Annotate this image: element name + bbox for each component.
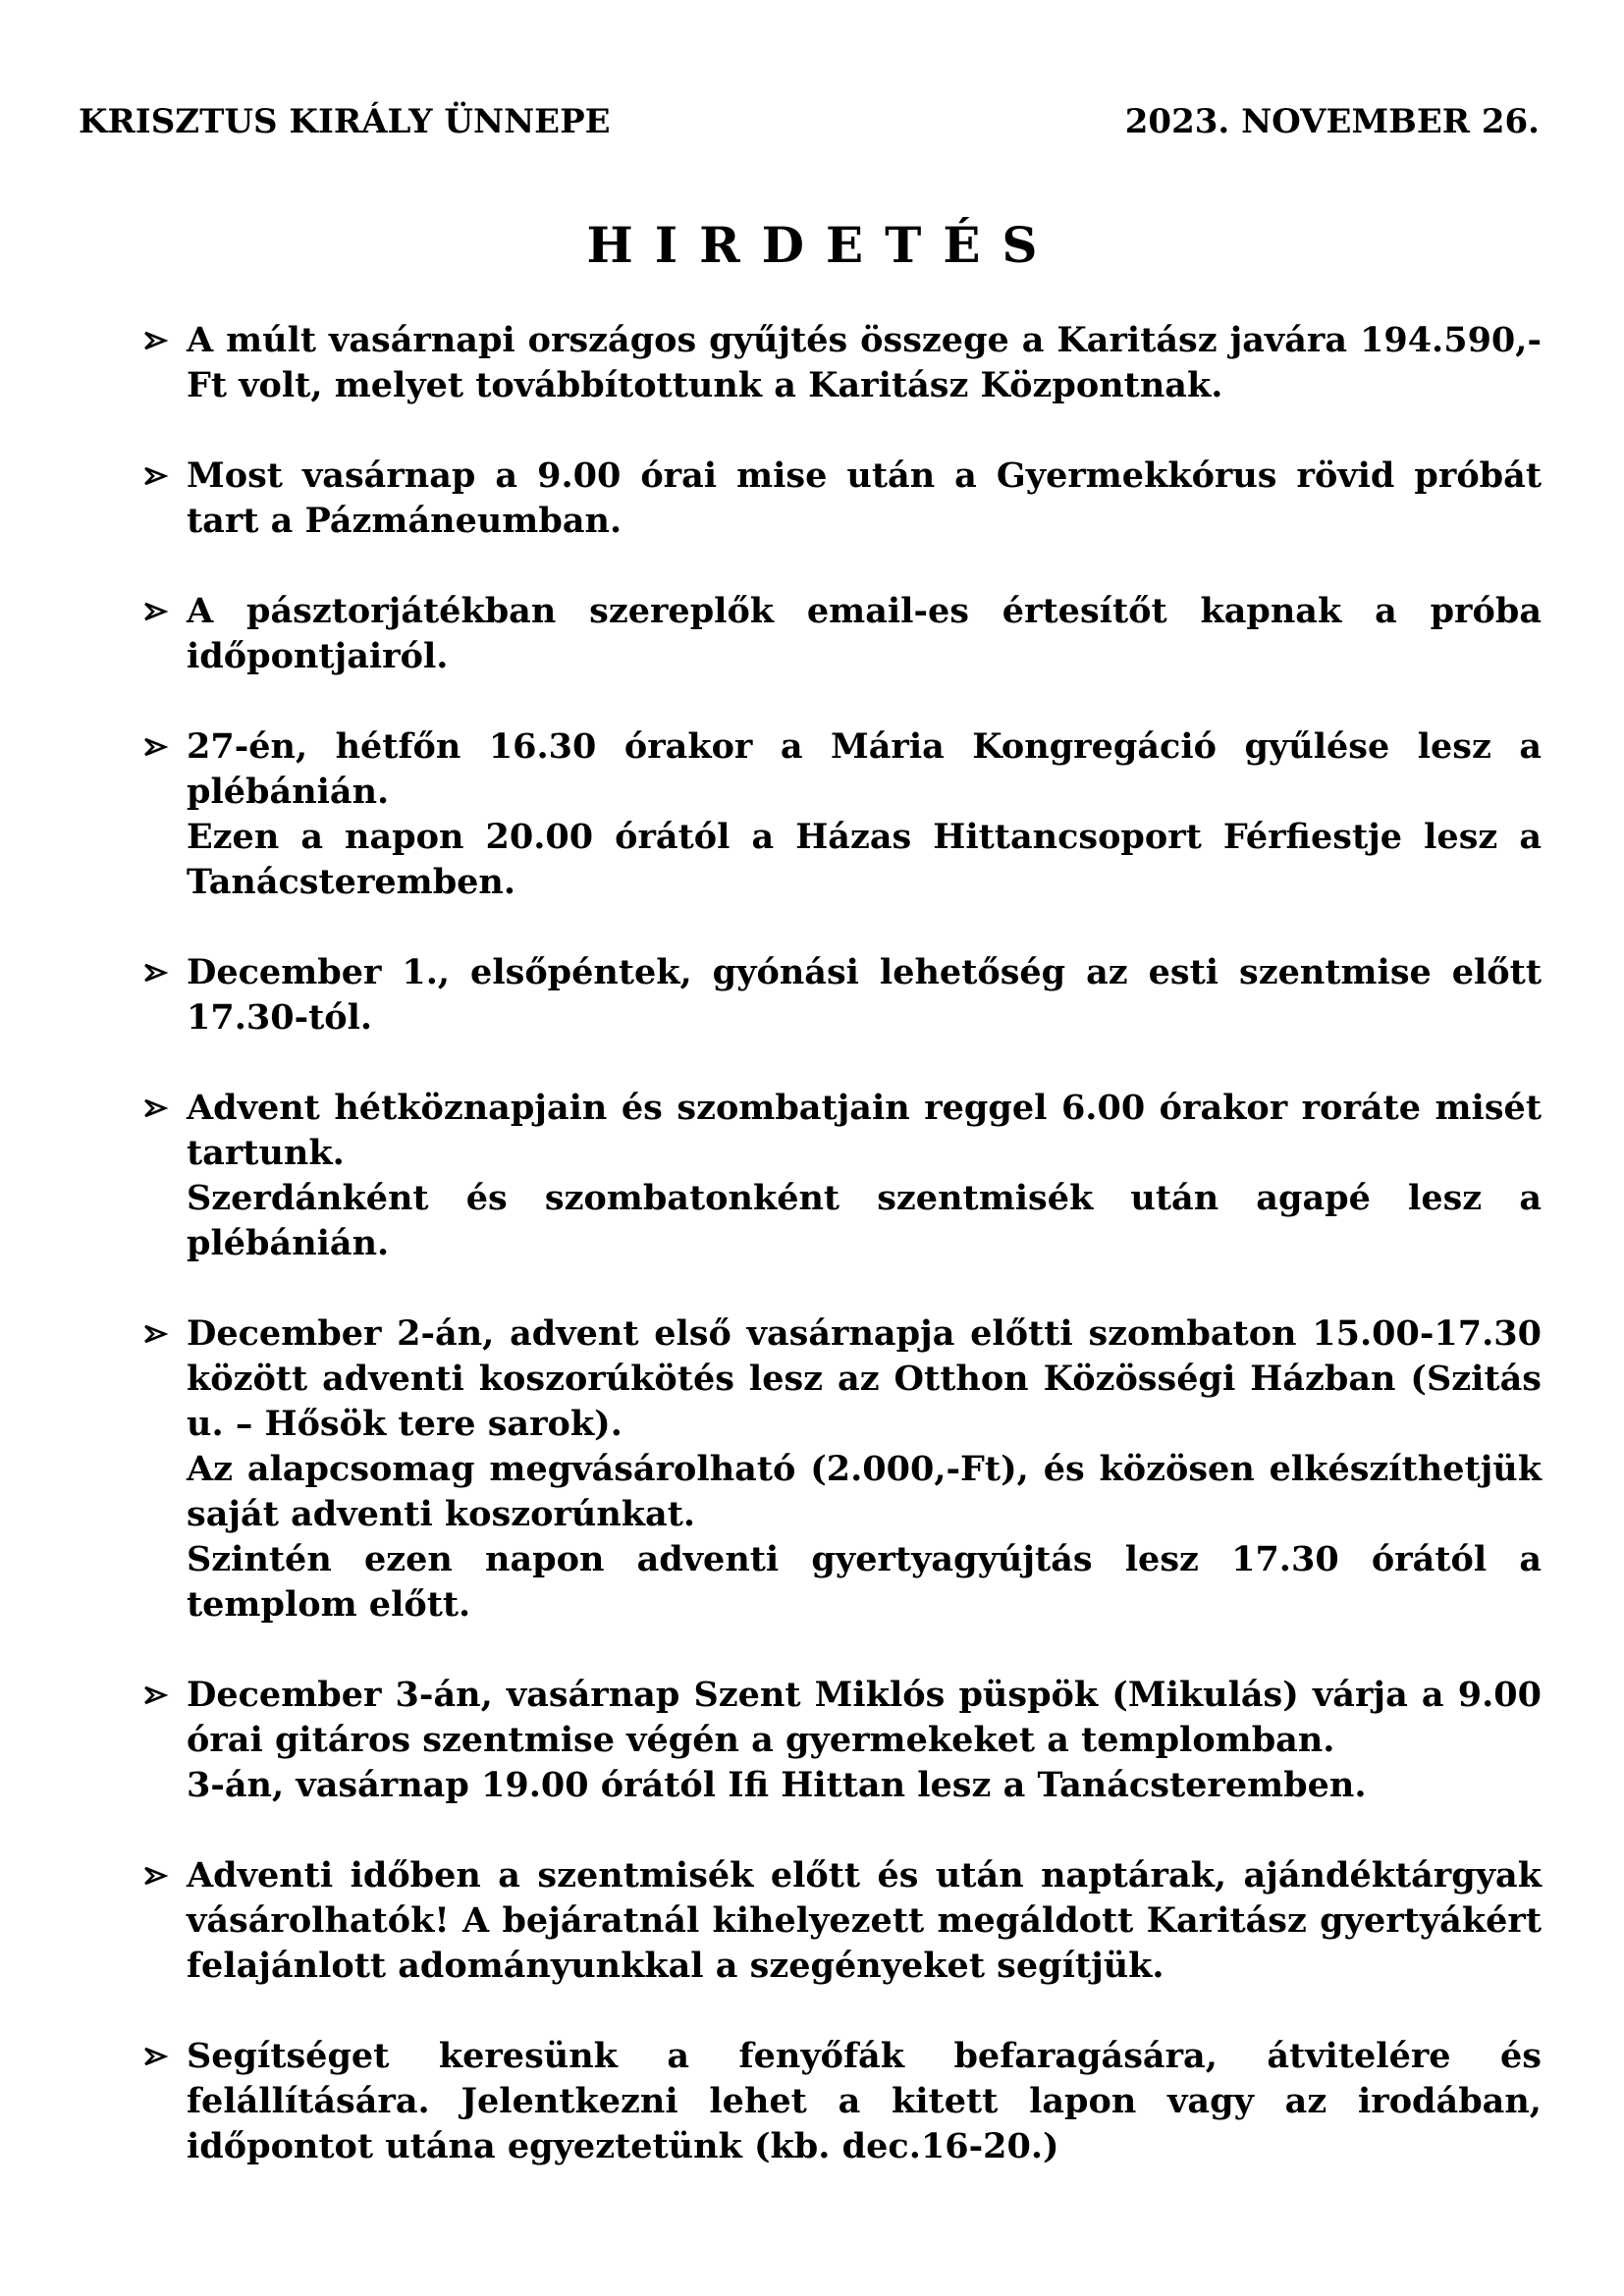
arrowhead-bullet-icon bbox=[141, 950, 171, 995]
arrowhead-bullet-icon bbox=[141, 454, 171, 499]
announcement-text: December 2-án, advent első vasárnapja előtti szombaton 15.00-17.30 között adventi koszorúkötés lesz az Otthon Közösségi Házban (Szitás u. – Hősök tere sarok). bbox=[187, 1313, 1542, 1444]
announcement-text: Az alapcsomag megvásárolható (2.000,-Ft), és közösen elkészíthetjük saját adventi koszorúnkat. bbox=[187, 1449, 1542, 1534]
announcement-item bbox=[137, 2034, 1542, 2169]
arrowhead-bullet-icon bbox=[141, 1853, 171, 1898]
announcement-item bbox=[137, 318, 1542, 408]
announcement-item bbox=[137, 1311, 1542, 1628]
announcement-text: December 3-án, vasárnap Szent Miklós püspök (Mikulás) várja a 9.00 órai gitáros szentmise végén a gyermekeket a templomban. bbox=[187, 1675, 1542, 1760]
date-label: 2023. NOVEMBER 26. bbox=[1124, 102, 1540, 141]
announcement-text: Szintén ezen napon adventi gyertyagyújtás lesz 17.30 órától a templom előtt. bbox=[187, 1539, 1542, 1625]
announcement-text: December 1., elsőpéntek, gyónási lehetőség az esti szentmise előtt 17.30-tól. bbox=[187, 952, 1542, 1038]
announcement-item bbox=[137, 589, 1542, 679]
announcement-list bbox=[137, 318, 1542, 2215]
arrowhead-bullet-icon bbox=[141, 724, 171, 770]
announcement-text: 3-án, vasárnap 19.00 órától Ifi Hittan lesz a Tanácsteremben. bbox=[187, 1765, 1367, 1805]
announcement-text: Szerdánként és szombatonként szentmisék után agapé lesz a plébánián. bbox=[187, 1178, 1542, 1263]
announcement-text: Ezen a napon 20.00 órától a Házas Hittancsoport Férfiestje lesz a Tanácsteremben. bbox=[187, 817, 1542, 902]
announcement-text: 27-én, hétfőn 16.30 órakor a Mária Kongregáció gyűlése lesz a plébánián. bbox=[187, 726, 1542, 812]
arrowhead-bullet-icon bbox=[141, 1086, 171, 1131]
announcement-text: A múlt vasárnapi országos gyűjtés összege a Karitász javára 194.590,- Ft volt, melyet továbbítottunk a Karitász Központnak. bbox=[187, 320, 1542, 405]
arrowhead-bullet-icon bbox=[141, 1673, 171, 1718]
announcement-text: Adventi időben a szentmisék előtt és után naptárak, ajándéktárgyak vásárolhatók! A bejáratnál kihelyezett megáldott Karitász gyertyákért felajánlott adományunkkal a szegényeket segítjük. bbox=[187, 1855, 1542, 1986]
arrowhead-bullet-icon bbox=[141, 2034, 171, 2079]
announcement-item bbox=[137, 1673, 1542, 1808]
announcement-item bbox=[137, 1853, 1542, 1989]
announcement-item bbox=[137, 454, 1542, 544]
arrowhead-bullet-icon bbox=[141, 589, 171, 634]
arrowhead-bullet-icon bbox=[141, 318, 171, 363]
page-header bbox=[79, 98, 1540, 145]
announcement-item bbox=[137, 950, 1542, 1041]
announcement-item bbox=[137, 1086, 1542, 1266]
feast-name: KRISZTUS KIRÁLY ÜNNEPE bbox=[79, 102, 611, 141]
page-title: HIRDETÉS bbox=[586, 216, 1059, 274]
announcement-text: Advent hétköznapjain és szombatjain reggel 6.00 órakor roráte misét tartunk. bbox=[187, 1088, 1542, 1173]
announcement-text: Segítséget keresünk a fenyőfák befaragására, átvitelére és felállítására. Jelentkezni lehet a kitett lapon vagy az irodában, időpontot utána egyeztetünk (kb. dec.16-20.) bbox=[187, 2036, 1542, 2166]
announcement-text: A pásztorjátékban szereplők email-es értesítőt kapnak a próba időpontjairól. bbox=[187, 591, 1542, 676]
announcement-item bbox=[137, 724, 1542, 905]
announcement-text: Most vasárnap a 9.00 órai mise után a Gyermekkórus rövid próbát tart a Pázmáneumban. bbox=[187, 455, 1542, 541]
arrowhead-bullet-icon bbox=[141, 1311, 171, 1357]
